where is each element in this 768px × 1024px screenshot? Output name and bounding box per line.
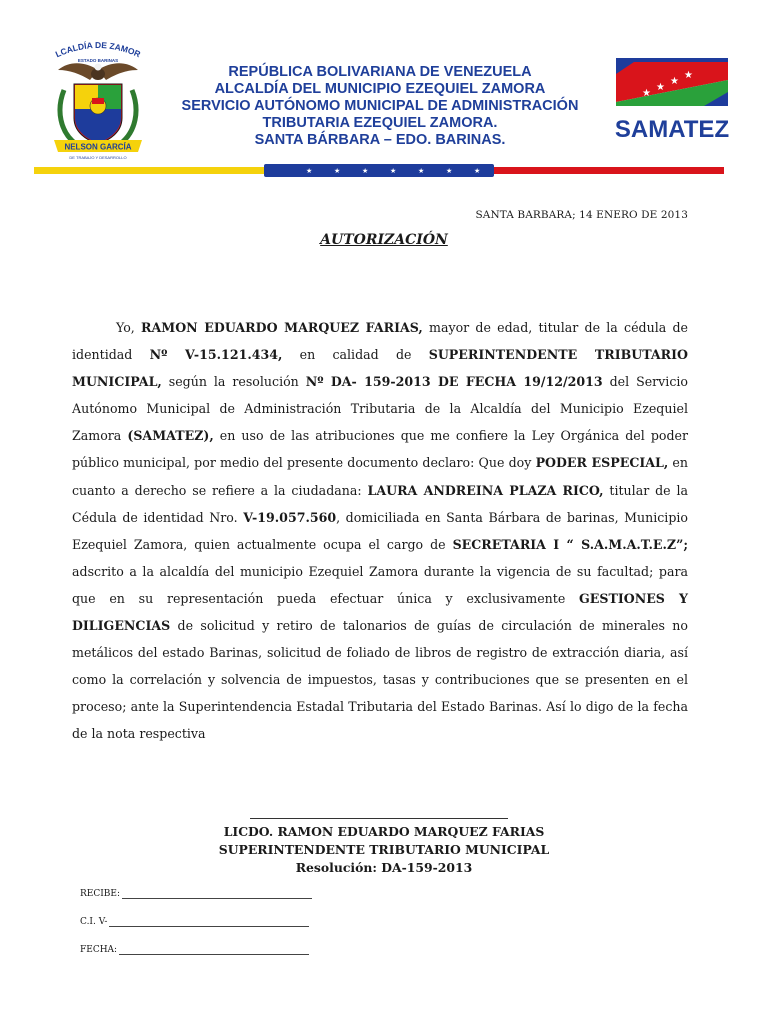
grantee-id-number: V-19.057.560 xyxy=(243,509,337,525)
svg-text:★: ★ xyxy=(656,82,665,93)
document-date: SANTA BARBARA; 14 ENERO DE 2013 xyxy=(475,209,688,221)
receipt-field-line xyxy=(122,888,312,899)
svg-text:★: ★ xyxy=(362,167,369,175)
signatory-position: SUPERINTENDENTE TRIBUTARIO MUNICIPAL xyxy=(218,842,550,857)
svg-text:★: ★ xyxy=(474,167,481,175)
grantor-name: RAMON EDUARDO MARQUEZ FARIAS, xyxy=(141,320,423,335)
header-line-santa-barbara: SANTA BÁRBARA – EDO. BARINAS. xyxy=(254,132,506,148)
logo-motto-text: DE TRABAJO Y DESARROLLO xyxy=(69,155,127,160)
body-text-run: , domiciliada en Santa Bárbara de barinas, Municipio Ezequiel Zamora, quien actualmente ocupa el cargo de xyxy=(72,509,689,552)
body-text-run: en calidad de xyxy=(282,347,429,363)
logo-top-text: LCALDÍA DE ZAMOR xyxy=(53,40,143,60)
svg-text:★: ★ xyxy=(446,167,453,175)
document-title: AUTORIZACIÓN xyxy=(320,232,448,248)
receipt-field-ci xyxy=(80,916,309,927)
body-text-run: en uso de las atribuciones que me confiere la Ley Orgánica del poder público municipal, por medio del presente documento declaro: Que doy xyxy=(72,428,688,471)
body-text-run: de solicitud y retiro de talonarios de guías de circulación de minerales no metálicos del estado Barinas, solicitud de foliado de libros de registro de extracción diaria, así como la correlación y solvencia de impuestos, tasas y contribuciones que se presenten en el proceso; ante la Superintendencia Estadal Tributaria del Estado Barinas. Así lo digo de la fecha de la nota respectiva xyxy=(72,618,688,742)
header-line-servicio: SERVICIO AUTÓNOMO MUNICIPAL DE ADMINISTRACIÓN xyxy=(181,98,579,114)
body-text-run: según la resolución xyxy=(161,374,306,390)
body-text-run: mayor de edad, titular de la cédula de identidad xyxy=(72,320,688,363)
svg-text:ALCALDÍA DE ZAMORA xyxy=(46,40,142,59)
samatez-logo-text: SAMATEZ xyxy=(614,116,730,143)
body-text-run: Yo, xyxy=(116,320,142,335)
signature-line xyxy=(250,818,508,819)
samatez-acronym: (SAMATEZ), xyxy=(127,428,214,444)
svg-text:★: ★ xyxy=(390,167,397,175)
svg-text:★: ★ xyxy=(334,167,341,175)
body-text-run: titular de la Cédula de identidad Nro. xyxy=(72,482,688,525)
svg-text:★: ★ xyxy=(418,167,425,175)
receipt-field-label: RECIBE: xyxy=(80,889,121,899)
svg-text:★: ★ xyxy=(306,167,313,175)
receipt-field-recibe xyxy=(80,888,312,899)
header-line-alcaldia: ALCALDÍA DEL MUNICIPIO EZEQUIEL ZAMORA xyxy=(214,81,546,97)
grantee-name: LAURA ANDREINA PLAZA RICO, xyxy=(367,482,604,498)
grantor-position: SUPERINTENDENTE TRIBUTARIO MUNICIPAL, xyxy=(72,347,688,390)
samatez-logo xyxy=(600,52,748,144)
special-power-term: PODER ESPECIAL, xyxy=(535,455,669,471)
svg-text:★: ★ xyxy=(684,70,693,81)
tricolor-band xyxy=(34,163,724,177)
grantor-id-number: Nº V-15.121.434, xyxy=(149,347,283,363)
header-line-republica: REPÚBLICA BOLIVARIANA DE VENEZUELA xyxy=(228,64,532,80)
body-text-run: adscrito a la alcaldía del municipio Ezequiel Zamora durante la vigencia de su facultad; para que en su representación pueda efectuar única y exclusivamente xyxy=(72,563,688,606)
receipt-field-fecha xyxy=(80,944,309,955)
svg-text:★: ★ xyxy=(642,88,651,99)
svg-text:★: ★ xyxy=(670,76,679,87)
receipt-field-label: C.I. V- xyxy=(80,917,108,927)
body-text-run: del Servicio Autónomo Municipal de Administración Tributaria de la Alcaldía del Municipio Ezequiel Zamora xyxy=(72,374,688,444)
signatory-name: LICDO. RAMON EDUARDO MARQUEZ FARIAS xyxy=(223,824,545,839)
authorization-paragraph xyxy=(72,314,688,748)
logo-name-text: NELSON GARCÍA xyxy=(64,142,132,152)
institution-header xyxy=(170,64,590,149)
alcaldia-zamora-logo xyxy=(46,40,150,168)
signature-block xyxy=(0,823,768,877)
signatory-resolution: Resolución: DA-159-2013 xyxy=(295,860,473,875)
grantee-position: SECRETARIA I “ S.A.M.A.T.E.Z”; xyxy=(452,536,688,552)
authorization-body xyxy=(72,314,688,748)
resolution-reference: Nº DA- 159-2013 DE FECHA 19/12/2013 xyxy=(305,374,603,390)
receipt-field-line xyxy=(109,916,309,927)
receipt-field-label: FECHA: xyxy=(80,945,118,955)
receipt-field-line xyxy=(119,944,309,955)
logo-sub-text: ESTADO BARINAS xyxy=(77,58,119,63)
header-line-tributaria: TRIBUTARIA EZEQUIEL ZAMORA. xyxy=(262,115,498,131)
body-text-run: en cuanto a derecho se refiere a la ciudadana: xyxy=(72,455,688,498)
authorized-actions: GESTIONES Y DILIGENCIAS xyxy=(72,590,689,634)
